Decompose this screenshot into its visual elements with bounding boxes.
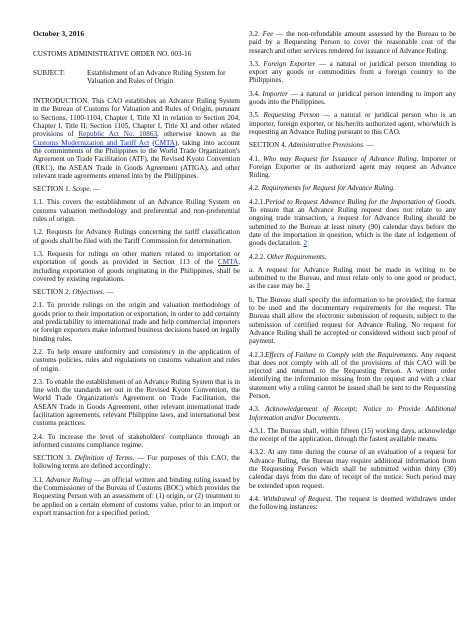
term-fee: Fee [262,30,274,38]
intro-text-c: ( [149,138,155,147]
section-4-3-suffix: . [338,413,341,422]
section-4-2-1-number: 4.2.1. [249,197,266,206]
section-3-4 [249,90,456,107]
section-3-1-number: 3.1. [33,475,46,484]
section-4-1-number: 4.1. [249,154,264,163]
intro-text-a: INTRODUCTION. This CAO establishes an Advance Ruling System in the Bureau of Customs for Valuation and Rules of Origin, pursuant to Sections, 1100-1104, Chapter I, Title XI in relation to Section 204, Chapter I, Title II; Section 1105, Chapter I, Title XI and other related provisions of [33,97,240,139]
section-2-2: 2.2. To help ensure uniformity and consistency in the application of customs policies, rules and regulations on customs valuation and rules of origin. [33,347,240,373]
section-4-2-1-term: Period to Request Advance Ruling for the Importation of Goods [265,197,455,206]
section-4-3-term: Acknowledgement of Receipt; Notice to Provide Additional Information and/or Documents [249,405,456,422]
section-1-number: SECTION 1. [33,185,73,194]
subject-line [33,69,240,86]
section-3-3-number: 3.3. [249,59,264,68]
term-foreign-exporter: Foreign Exporter [263,59,316,68]
section-4-3-number: 4.3. [249,405,266,414]
document-date: October 3, 2016 [33,29,85,38]
section-3-3-text: — a natural or juridical person intending to export any goods or commodities from a foreign country to the Philippines. [249,59,456,85]
section-4-2-2-term: Other Requirements [266,252,325,261]
section-2-1: 2.1. To provide rulings on the origin and valuation methodology of goods prior to their importation or exportation, in order to add certainty and predictability to international trade and help commercial importers or foreign exporters make informed business decisions based on legally binding rules. [33,301,240,343]
subject-text: Establishment of an Advance Ruling System for Valuation and Rules of Origin [87,68,226,85]
section-3-1 [33,476,240,517]
requirement-a-text: a. A request for Advance Ruling must be made in writing to be submitted to the Bureau, and must relate only to one good or product, as the case may be. [249,265,456,291]
intro-text-b: , otherwise known as the [157,130,241,139]
cmta-link[interactable]: CMTA [154,138,175,147]
section-4-4-term: Withdrawal of Request [262,494,331,503]
section-3-5-text: — a natural or juridical person who is an importer, foreign exporter, or his/her/its authorized agent, who/which is requesting an Advance Ruling pursuant to this CAO. [249,111,456,136]
section-1-suffix: . — [89,185,101,194]
section-4-number: SECTION 4. [249,141,289,150]
section-4-2-3-number: 4.2.3. [249,350,266,359]
section-1-title: Scope [72,185,90,194]
section-1-heading [33,185,240,193]
section-4-1-term: Who may Request for Issuance of Advance Ruling [263,154,417,163]
section-2-4: 2.4. To increase the level of stakeholders' compliance through an informed customs compliance regime. [33,432,240,449]
section-4-2-2-number: 4.2.2. [249,252,267,261]
section-3-3 [249,60,456,85]
section-4-2-2-suffix: . [324,252,327,261]
right-column [249,30,456,522]
footnote-link-3[interactable]: 3 [306,282,310,291]
section-4-3-1: 4.3.1. The Bureau shall, within fifteen (15) working days, acknowledge the receipt of the application, through the fastest available means. [249,426,456,444]
section-4-2-3 [249,351,456,401]
section-3-title: Definition of Terms [74,454,133,463]
section-4-4-number: 4.4. [249,494,263,503]
section-4-heading [249,141,456,149]
section-3-2-number: 3.2. [249,30,263,38]
term-importer: Importer [262,89,288,98]
section-4-2-3-text: . Any request that does not comply with all of the provisions of this CAO will be rejected and returned to the Requesting Person. A written order identifying the information missing from the request and with a clear statement why a ruling cannot be issued shall be sent to the Requesting Person. [249,350,456,400]
left-column [33,30,240,522]
section-3-2-text: — the non-refundable amount assessed by the Bureau to be paid by a Requesting Person to cover the reasonable cost of the research and other services rendered for issuance of Advance Ruling. [249,30,456,55]
cmta-section-link[interactable]: CMTA [218,258,239,267]
footnote-link-2[interactable]: 2 [303,239,308,248]
section-2-number: SECTION 2. [33,288,73,297]
section-4-3-2: 4.3.2. At any time during the course of an evaluation of a request for Advance Ruling, the Bureau may require additional information from the Requesting Person which shall be submitted within thirty (30) calendar days from the date of receipt of the notice. Such period may be extended upon request. [249,448,456,490]
section-4-2-3-term: Effects of Failure to Comply with the Requirements [265,350,417,359]
section-4-2-term: Requirements for Request for Advance Ruling. [261,184,395,193]
section-1-2: 1.2. Requests for Advance Rulings concerning the tariff classification of goods shall be filed with the Tariff Commission for determination. [33,228,240,245]
section-3-number: SECTION 3. [33,454,75,463]
section-3-5 [249,111,456,136]
section-4-4-text: . The request is deemed withdrawn under the following instances: [249,494,457,512]
section-2-heading [33,288,240,296]
section-3-suffix: . — For purposes of this CAO, the following terms are defined accordingly: [33,454,240,471]
section-4-title: Administrative Provisions [288,141,363,150]
section-4-4 [249,495,456,512]
section-3-4-text: — a natural or juridical person intending to import any goods into the Philippines. [249,89,457,107]
section-3-1-text: — an official written and binding ruling issued by the Commissioner of the Bureau of Customs (BOC) which provides the Requesting Person with an assessment of: (1) origin, or (2) treatment to be applied on a certain element of customs value, prior to an import or export transaction for a specified period. [33,475,240,517]
section-4-3 [249,405,456,422]
subject-label: SUBJECT: [33,68,65,77]
order-number: CUSTOMS ADMINISTRATIVE ORDER NO. 003-16 [33,50,192,59]
section-1-3-text-a: 1.3. Requests for rulings on other matters related to importation or exportation of goods as provided in Section 113 of the [33,249,240,267]
section-3-4-number: 3.4. [249,89,263,98]
section-2-title: Objectives [72,288,103,297]
section-3-heading [33,454,240,471]
section-3-5-number: 3.5. [249,111,264,120]
requirement-b: b. The Bureau shall specify the information to be provided, the format to be used and the documentary requirements for the request. The Bureau shall allow the electronic submission of requests, subject to the submission of certified request for Advance Ruling. No request for Advance Ruling shall be accepted or considered without such proof of payment. [249,295,456,346]
section-4-2-1-text: . To ensure that an Advance Ruling request does not relate to any ongoing trade transaction, a request for Advance Ruling should be submitted to the Bureau at least ninety (90) calendar days before the date of the importation in question, which is the date of lodgement of goods declaration. [249,197,456,248]
term-advance-ruling: Advance Ruling [45,475,92,484]
section-1-1: 1.1. This covers the establishment of an Advance Ruling System on customs valuation methodology and preferential and non-preferential rules of origin. [33,198,240,224]
section-1-3 [33,250,240,283]
requirement-a [249,266,456,291]
section-3-2 [249,30,456,55]
section-2-3: 2.3. To enable the establishment of an Advance Ruling System that is in line with the standards set out in the Revised Kyoto Convention, the World Trade Organization's Agreement on Trade Facilitation, the ASEAN Trade in Goods Agreement, other relevant international trade facilitation agreements, relevant Philippine laws, and international best customs practices. [33,377,240,428]
two-column-layout [33,30,456,522]
section-4-2-1 [249,198,456,248]
section-4-2 [249,184,456,192]
section-4-2-2 [249,253,456,261]
section-4-suffix: . — [362,141,374,150]
term-requesting-person: Requesting Person [263,111,320,120]
section-4-1 [249,155,456,180]
section-2-suffix: . — [102,288,114,297]
intro-text-d: ), taking into account the commitments of the Philippines to the World Trade Organization's Agreement on Trade Facilitation (ATF), the Revised Kyoto Convention (RKC), the ASEAN Trade in Goods Agreement (ATIGA), and other relevant trade agreements entered into by the Philippines. [33,138,240,180]
section-4-1-text: . Importer or Foreign Exporter or its authorized agent may request an Advance Ruling. [249,154,457,180]
republic-act-link[interactable]: Republic Act No. 10863 [78,130,158,139]
section-4-2-number: 4.2. [249,184,262,193]
section-1-3-text-b: , including exportation of goods originating in the Philippines, shall be covered by existing regulations. [33,258,240,283]
cmta-full-link[interactable]: Customs Modernization and Tariff Act [33,138,150,147]
introduction-paragraph [33,97,240,180]
